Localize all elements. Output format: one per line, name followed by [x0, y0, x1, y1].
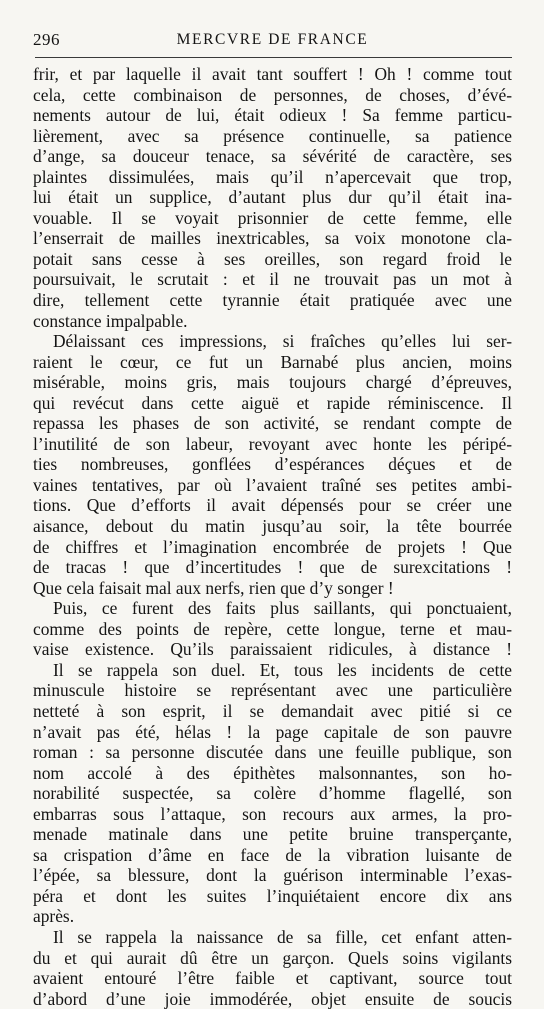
- text-line: menade matinale dans une petite bruine transperçante,: [33, 824, 512, 845]
- text-line: Il se rappela la naissance de sa fille, cet enfant atten-: [53, 926, 512, 947]
- text-line: l’épée, sa blessure, dont la guérison interminable l’exas-: [33, 865, 512, 886]
- text-line: raient le cœur, ce fut un Barnabé plus ancien, moins: [33, 351, 512, 372]
- text-line: comme des points de repère, cette longue, terne et mau-: [33, 618, 512, 639]
- text-line: norabilité suspectée, sa colère d’homme flagellé, son: [33, 783, 512, 804]
- text-line: n’avait pas été, hélas ! la page capitale de son pauvre: [33, 721, 512, 742]
- text-line: de tracas ! que d’incertitudes ! que de surexcitations !: [33, 557, 512, 578]
- text-line: qui revécut dans cette aiguë et rapide réminiscence. Il: [33, 392, 512, 413]
- text-line: ties nombreuses, gonflées d’espérances déçues et de: [33, 454, 512, 475]
- text-line: lièrement, avec sa présence continuelle, sa patience: [33, 125, 512, 146]
- text-line: vouable. Il se voyait prisonnier de cette femme, elle: [33, 207, 512, 228]
- body-text: [33, 64, 512, 1009]
- text-line: Puis, ce furent des faits plus saillants, qui ponctuaient,: [53, 598, 512, 619]
- text-line: frir, et par laquelle il avait tant souffert ! Oh ! comme tout: [33, 64, 512, 84]
- text-line: Que cela faisait mal aux nerfs, rien que d’y songer !: [33, 577, 394, 598]
- text-line: dire, tellement cette tyrannie était pratiquée avec une: [33, 290, 512, 311]
- text-line: plaintes dissimulées, mais qu’il n’apercevait que trop,: [33, 166, 512, 187]
- text-line: tions. Que d’efforts il avait dépensés pour se créer une: [33, 495, 512, 516]
- text-line: vaise existence. Qu’ils paraissaient ridicules, à distance !: [33, 639, 512, 660]
- text-line: du et qui aurait dû être un garçon. Quels soins vigilants: [33, 947, 512, 968]
- text-line: vaines tentatives, par où l’avaient traîné ses petites ambi-: [33, 474, 512, 495]
- text-line: d’ange, sa douceur tenace, sa sévérité de caractère, ses: [33, 146, 512, 167]
- running-head: MERCVRE DE FRANCE: [176, 31, 369, 48]
- text-line: embarras sous l’attaque, son recours aux armes, la pro-: [33, 803, 512, 824]
- text-line: netteté à son esprit, il se demandait avec pitié si ce: [33, 700, 512, 721]
- text-line: l’enserrait de mailles inextricables, sa voix monotone cla-: [33, 228, 512, 249]
- text-line: Délaissant ces impressions, si fraîches qu’elles lui ser-: [53, 331, 512, 352]
- text-line: avaient entouré l’être faible et captivant, source tout: [33, 968, 512, 989]
- text-line: aisance, debout du matin jusqu’au soir, la tête bourrée: [33, 516, 512, 537]
- text-line: de chiffres et l’imagination encombrée de projets ! Que: [33, 536, 512, 557]
- text-line: sa crispation d’âme en face de la vibration luisante de: [33, 844, 512, 865]
- text-line: Il se rappela son duel. Et, tous les incidents de cette: [53, 659, 512, 680]
- text-line: repassa les phases de son activité, se rendant compte de: [33, 413, 512, 434]
- text-line: minuscule histoire se représentant avec une particulière: [33, 680, 512, 701]
- page-header: [33, 30, 512, 60]
- text-line: après.: [33, 906, 75, 927]
- text-line: roman : sa personne discutée dans une feuille publique, son: [33, 742, 512, 763]
- header-rule: [35, 57, 512, 58]
- page-number: 296: [33, 30, 60, 49]
- text-line: poursuivait, le scrutait : et il ne trouvait pas un mot à: [33, 269, 512, 290]
- text-line: d’abord d’une joie immodérée, objet ensuite de soucis: [33, 988, 512, 1009]
- text-line: potait sans cesse à ses oreilles, son regard froid le: [33, 248, 512, 269]
- text-line: nom accolé à des épithètes malsonnantes, son ho-: [33, 762, 512, 783]
- text-line: l’inutilité de son labeur, revoyant avec honte les péripé-: [33, 433, 512, 454]
- text-line: cela, cette combinaison de personnes, de choses, d’évé-: [33, 84, 512, 105]
- text-line: péra et dont les suites l’inquiétaient encore dix ans: [33, 885, 512, 906]
- text-line: lui était un supplice, d’autant plus dur qu’il était ina-: [33, 187, 512, 208]
- text-line: constance impalpable.: [33, 310, 188, 331]
- text-line: misérable, moins gris, mais toujours chargé d’épreuves,: [33, 372, 512, 393]
- text-line: nements autour de lui, était odieux ! Sa femme particu-: [33, 105, 512, 126]
